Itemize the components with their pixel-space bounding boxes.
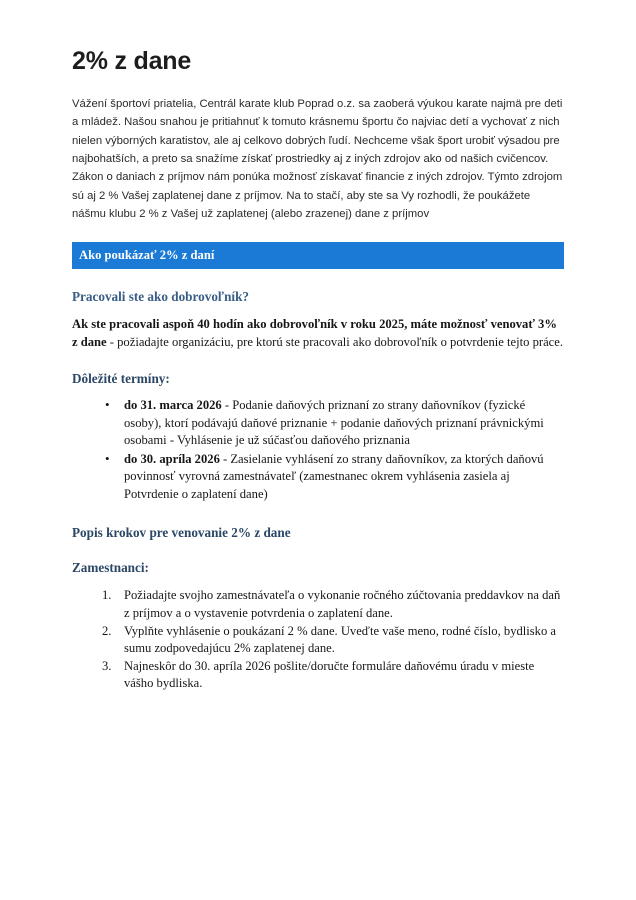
steps-list — [72, 576, 564, 693]
deadlines-list — [72, 387, 564, 504]
section-banner-how-to-donate: Ako poukázať 2% z daní — [72, 242, 564, 270]
list-item — [72, 397, 564, 450]
heading-employees: Zamestnanci: — [72, 560, 149, 576]
list-item: Vyplňte vyhlásenie o poukázaní 2 % dane. Uveďte vaše meno, rodné číslo, bydlisko a sumu zodpovedajúcu 2% zaplatenej dane. — [124, 623, 557, 656]
heading-volunteer-question: Pracovali ste ako dobrovoľník? — [72, 289, 250, 305]
volunteer-paragraph — [72, 305, 564, 351]
deadline-date-label: do 31. marca 2026 — [124, 398, 222, 413]
heading-important-deadlines: Dôležité termíny: — [72, 371, 170, 387]
volunteer-bold-lead: Ak ste pracovali aspoň 40 hodín ako dobrovoľník v roku 2025, máte možnosť venovať 3% z dane — [72, 317, 557, 349]
deadline-date-label: do 30. apríla 2026 — [124, 451, 220, 466]
list-item: Požiadajte svojho zamestnávateľa o vykonanie ročného zúčtovania preddavkov na daň z príjmov a o vystavenie potvrdenia o zaplatení dane. — [124, 588, 561, 620]
intro-paragraph: Vážení športoví priatelia, Centrál karate klub Poprad o.z. sa zaoberá výukou karate najmä pre deti a mládež. Našou snahou je pritiahnuť k tomuto krásnemu športu čo najviac detí a vychovať z nich nielen výborných karatistov, ale aj celkovo dobrých ľudí. Nechceme však šport urobiť výsadou pre najbohatších, a preto sa snažíme získať prostriedky aj z iných zdrojov ako od našich cvičencov. Zákon o daniach z príjmov nám ponúka možnosť získavať financie z iných zdrojov. Týmto zdrojom sú aj 2 % Vašej zaplatenej dane z príjmov. Na to stačí, aby ste sa Vy rozhodli, že poukážete nášmu klubu 2 % z Vašej už zaplatenej (alebo zrazenej) dane z príjmov — [72, 97, 563, 221]
list-item — [72, 451, 564, 504]
list-item: Najneskôr do 30. apríla 2026 pošlite/doručte formuláre daňovému úradu v mieste vášho bydliska. — [124, 658, 535, 691]
deadline-description: - Podanie daňových priznaní zo strany daňovníkov (fyzické osoby), ktorí podávajú daňové priznanie + podanie daňových priznaní právnickými osobami - Vyhlásenie je už súčasťou daňového priznania — [124, 398, 544, 448]
volunteer-rest-text: - požiadajte organizáciu, pre ktorú ste pracovali ako dobrovoľník o potvrdenie tejto práce. — [106, 334, 563, 349]
page-title: 2% z dane — [72, 47, 192, 75]
deadline-description: - Zasielanie vyhlásení zo strany daňovníkov, za ktorých daňovú povinnosť vyrovná zamestnávateľ (zamestnanec okrem vyhlásenia zasiela aj Potvrdenie o zaplatení dane) — [124, 451, 544, 502]
heading-steps-description: Popis krokov pre venovanie 2% z dane — [72, 524, 291, 540]
